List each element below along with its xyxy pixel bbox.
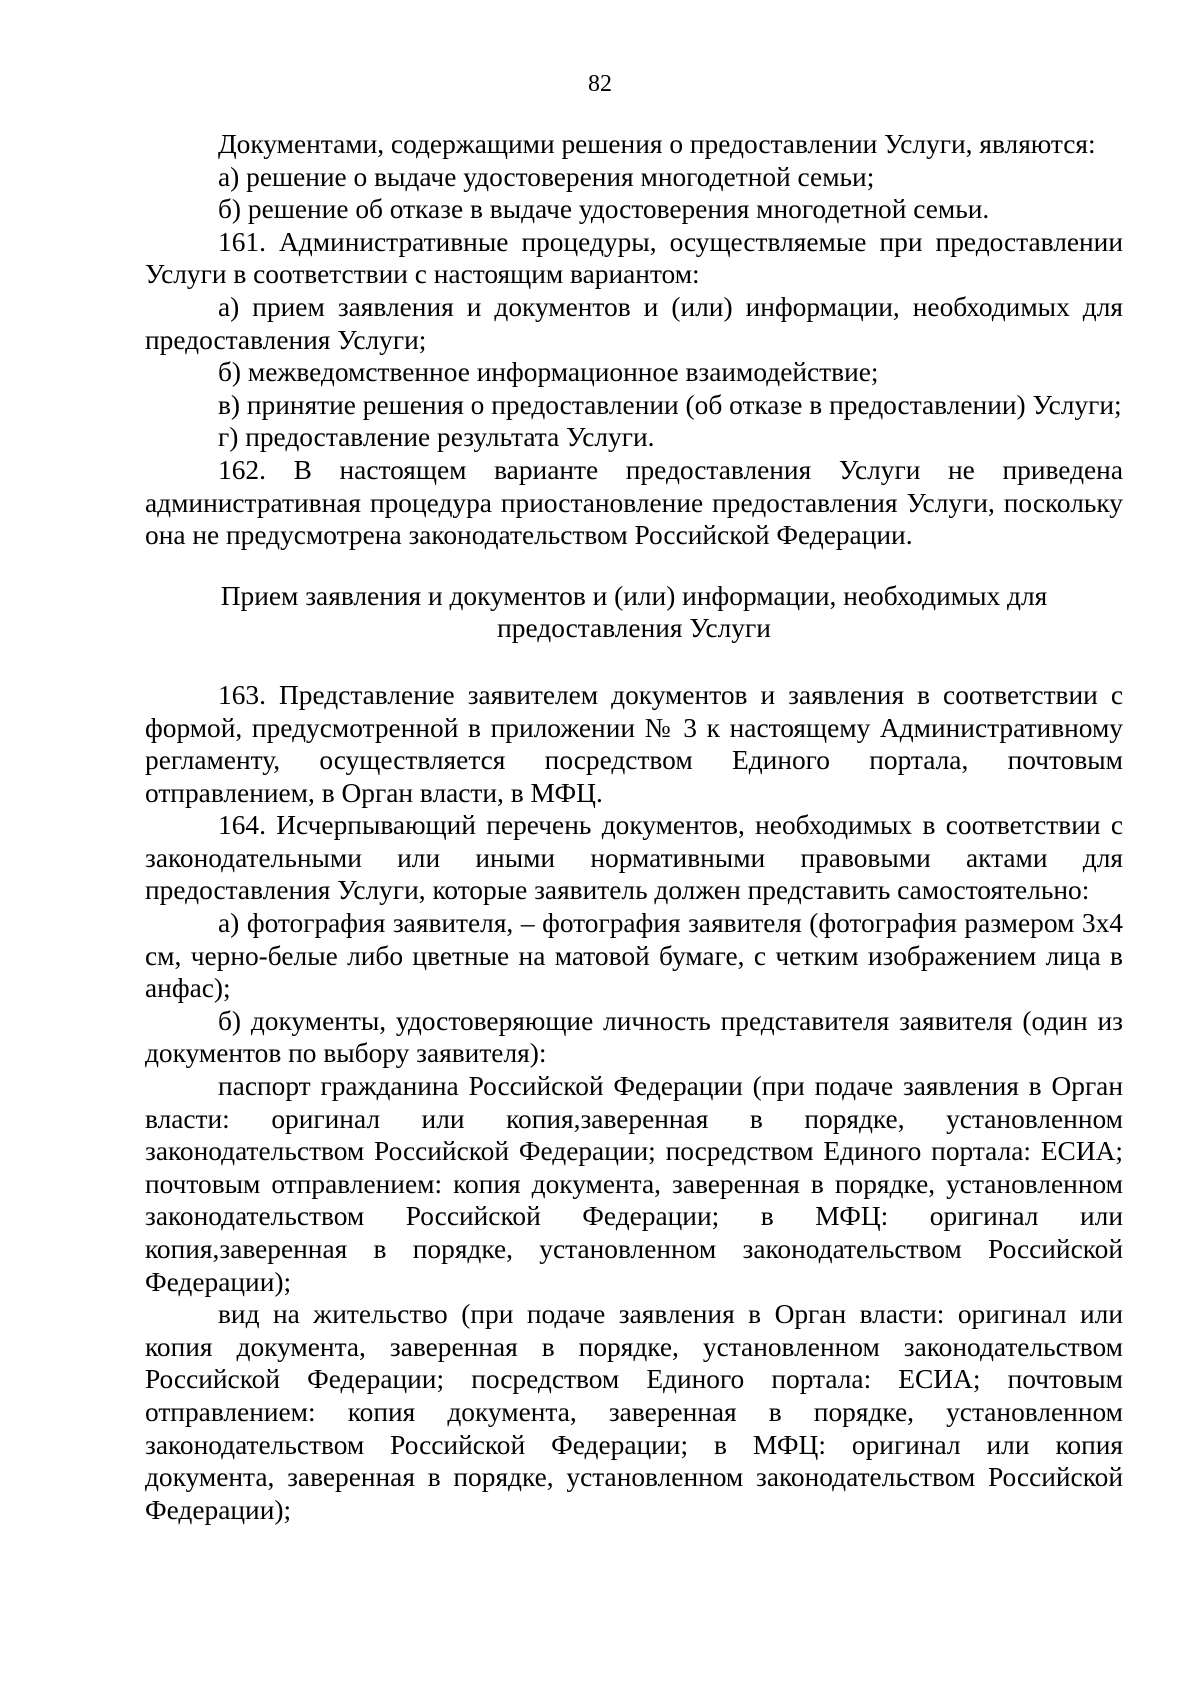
section-heading — [145, 580, 1123, 645]
paragraph: б) решение об отказе в выдаче удостоверения многодетной семьи. — [218, 194, 990, 225]
paragraph: г) предоставление результата Услуги. — [218, 422, 655, 453]
paragraph: 163. Представление заявителем документов и заявления в соответствии с формой, предусмотренной в приложении № 3 к настоящему Административному регламенту, осуществляется посредством Единого портала, почтовым отправлением, в Орган власти, в МФЦ. — [145, 679, 1123, 808]
paragraph: 164. Исчерпывающий перечень документов, необходимых в соответствии с законодательными или иными нормативными правовыми актами для предоставления Услуги, которые заявитель должен представить самостоятельно: — [145, 810, 1123, 906]
paragraph: вид на жительство (при подаче заявления в Орган власти: оригинал или копия документа, заверенная в порядке, установленном законодательством Российской Федерации; посредством Единого портала: ЕСИА; почтовым отправлением: копия документа, заверенная в порядке, установленном законодательством Российской Федерации; в МФЦ: оригинал или копия документа, заверенная в порядке, установленном законодательством Российской Федерации); — [145, 1299, 1123, 1525]
paragraph: 161. Административные процедуры, осуществляемые при предоставлении Услуги в соответствии с настоящим вариантом: — [145, 226, 1123, 290]
section-heading-line: Прием заявления и документов и (или) информации, необходимых для — [220, 580, 1048, 611]
page-number: 82 — [588, 71, 612, 97]
document-body — [145, 128, 1123, 1526]
paragraph: б) межведомственное информационное взаимодействие; — [218, 357, 879, 388]
paragraph: а) решение о выдаче удостоверения многодетной семьи; — [218, 161, 875, 192]
paragraph: б) документы, удостоверяющие личность представителя заявителя (один из документов по выбору заявителя): — [145, 1005, 1123, 1069]
section-heading-line: предоставления Услуги — [497, 613, 771, 644]
paragraph: а) фотография заявителя, – фотография заявителя (фотография размером 3x4 см, черно-белые либо цветные на матовой бумаге, с четким изображением лица в анфас); — [145, 908, 1123, 1004]
paragraph: паспорт гражданина Российской Федерации (при подаче заявления в Орган власти: оригинал или копия,заверенная в порядке, установленном законодательством Российской Федерации; посредством Единого портала: ЕСИА; почтовым отправлением: копия документа, заверенная в порядке, установленном законодательством Российской Федерации; в МФЦ: оригинал или копия,заверенная в порядке, установленном законодательством Российской Федерации); — [145, 1071, 1123, 1297]
paragraph: 162. В настоящем варианте предоставления Услуги не приведена административная процедура приостановление предоставления Услуги, поскольку она не предусмотрена законодательством Российской Федерации. — [145, 454, 1123, 551]
paragraph: в) принятие решения о предоставлении (об отказе в предоставлении) Услуги; — [218, 389, 1122, 420]
paragraph: а) прием заявления и документов и (или) информации, необходимых для предоставления Услуги; — [145, 291, 1123, 355]
paragraph: Документами, содержащими решения о предоставлении Услуги, являются: — [218, 129, 1096, 159]
